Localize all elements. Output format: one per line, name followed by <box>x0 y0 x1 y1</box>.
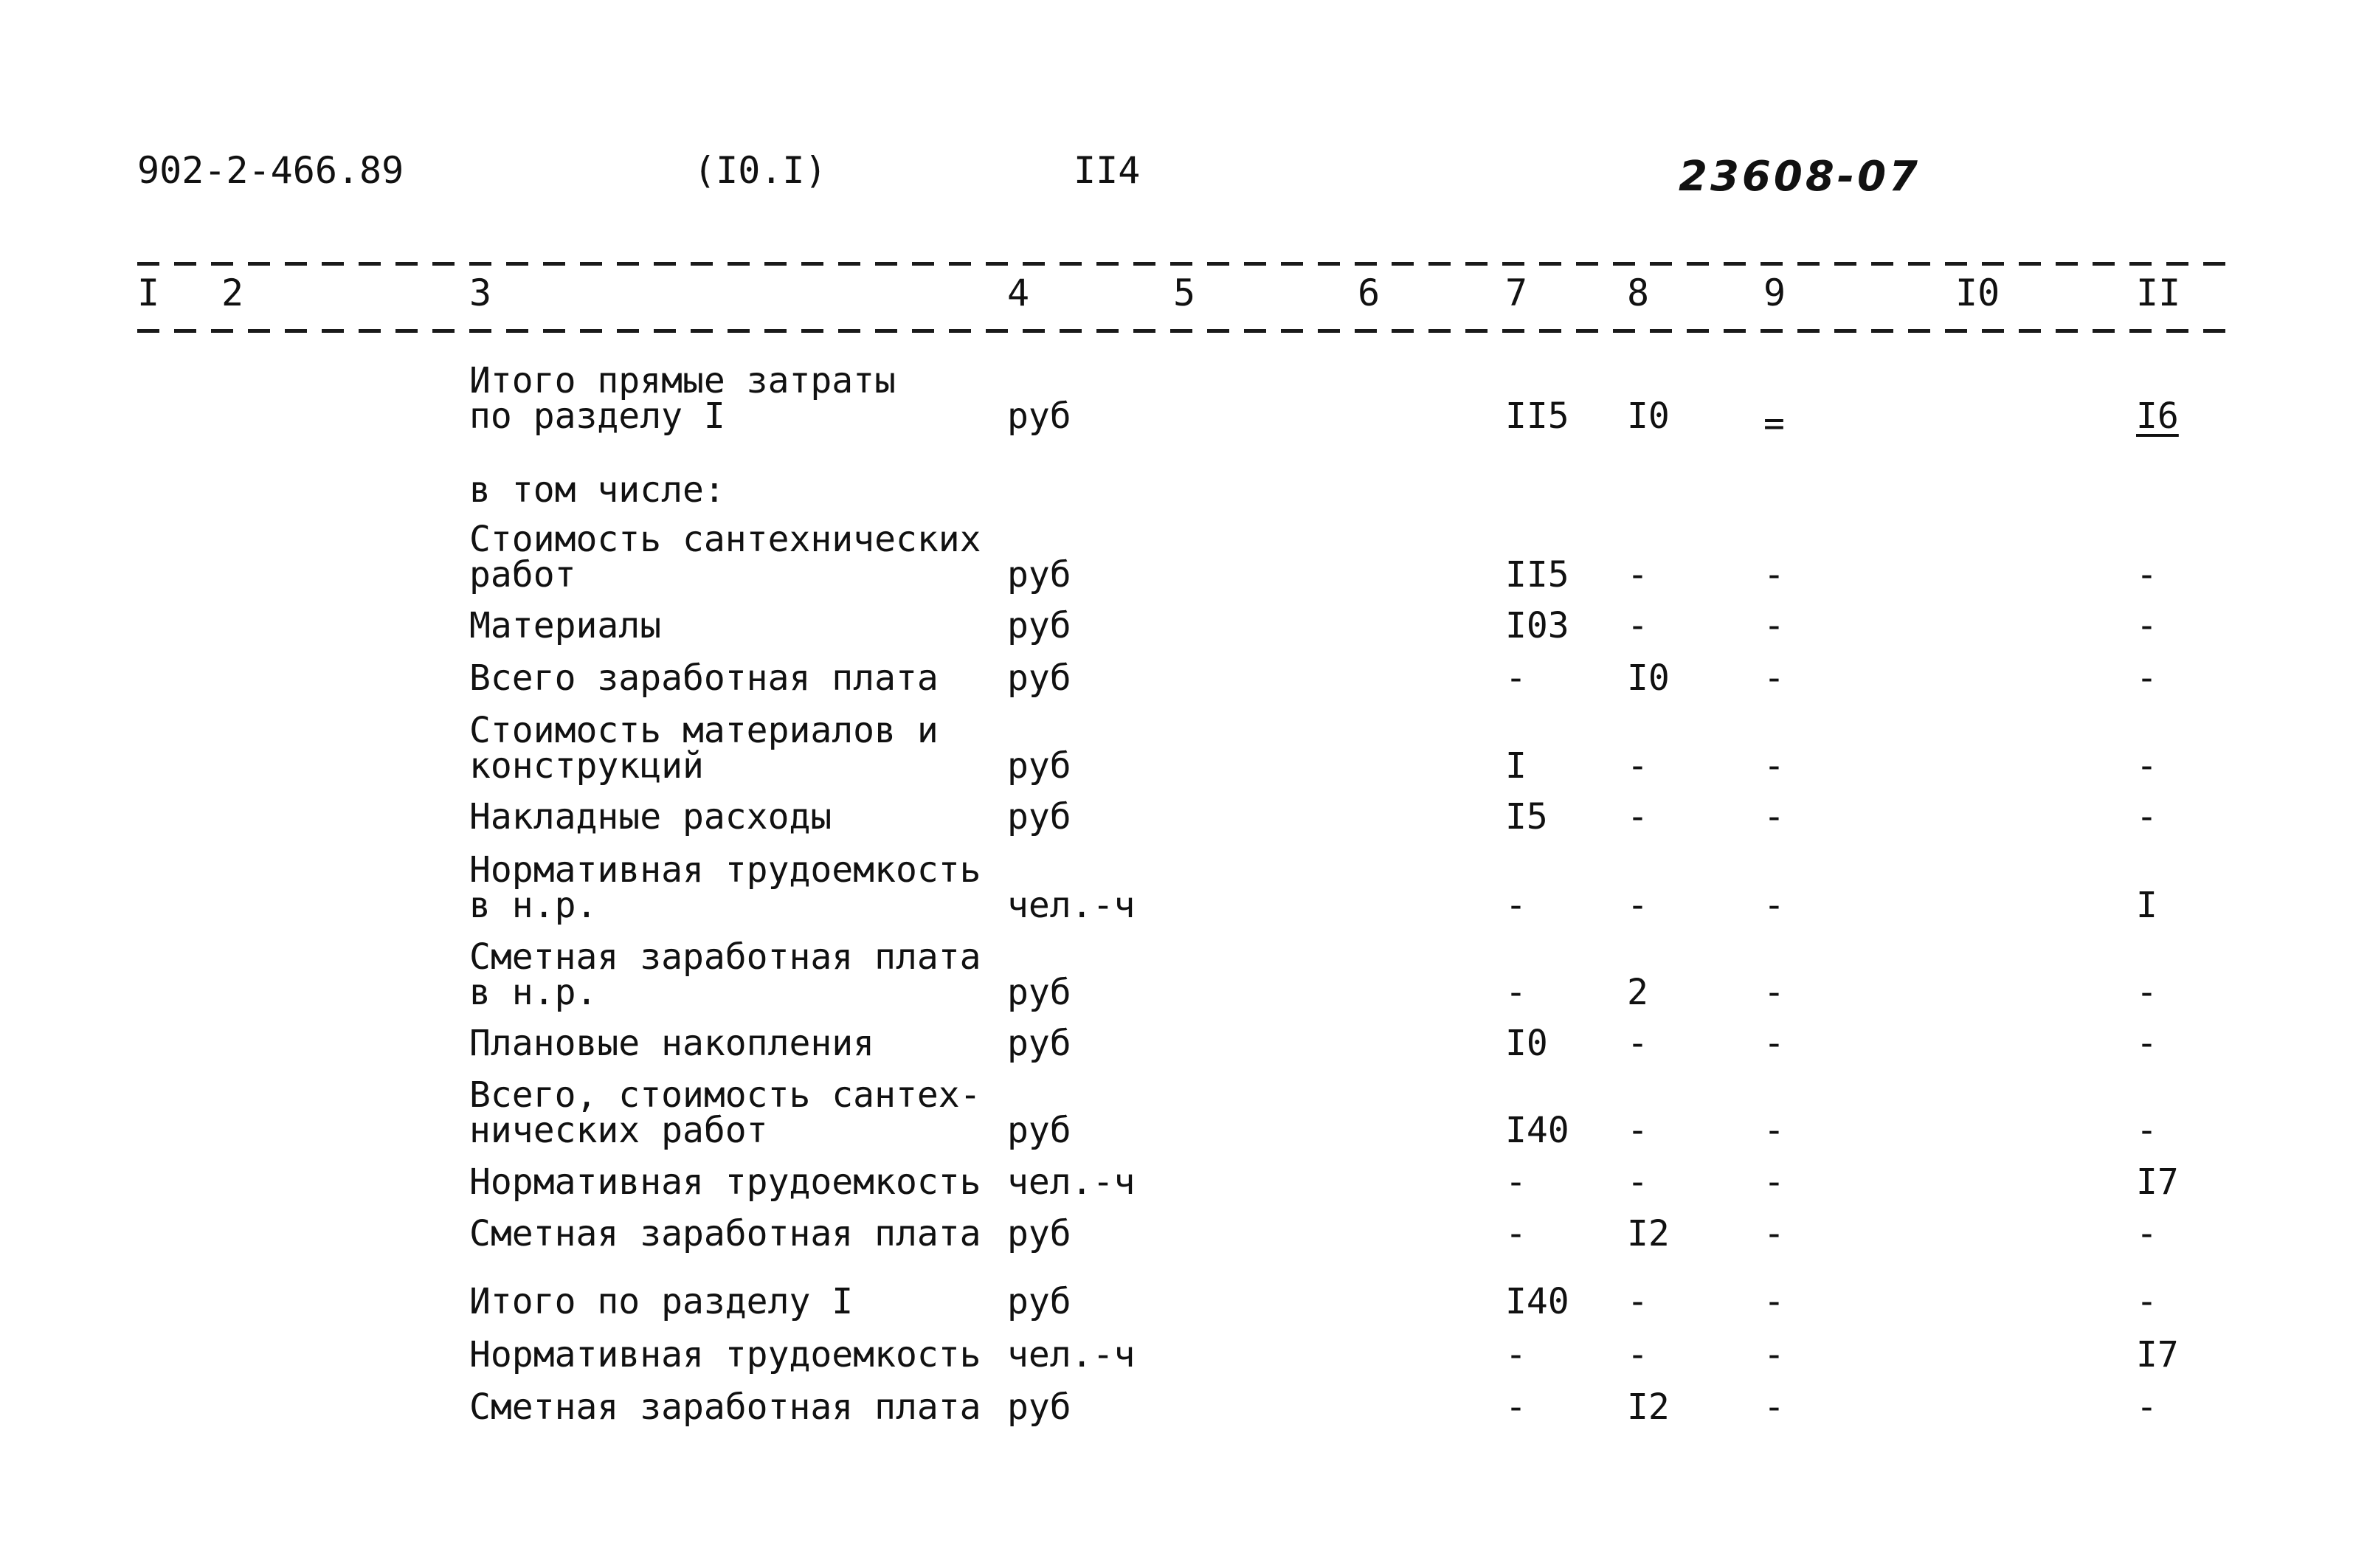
row-col11: - <box>2136 1386 2157 1428</box>
handwritten-inventory-number: 23608-07 <box>1679 153 1921 201</box>
row-col9: - <box>1763 1213 1785 1254</box>
row-description <box>469 1161 981 1203</box>
row-col8: - <box>1627 796 1648 837</box>
column-number-11: II <box>2136 272 2181 314</box>
row-unit: чел.-ч <box>1007 1334 1136 1375</box>
row-unit: руб <box>1007 1281 1071 1322</box>
row-description <box>469 1334 981 1375</box>
section-reference: (I0.I) <box>694 149 827 192</box>
row-description <box>469 849 981 926</box>
row-col8: - <box>1627 1334 1648 1375</box>
column-number-6: 6 <box>1358 272 1381 314</box>
row-col7: - <box>1505 1161 1527 1203</box>
description-line: Всего заработная плата <box>469 657 939 699</box>
row-col7: - <box>1505 1334 1527 1375</box>
description-line: Всего, стоимость сантех- <box>469 1074 981 1116</box>
row-col9: - <box>1763 1161 1785 1203</box>
column-number-10: I0 <box>1955 272 2000 314</box>
row-description <box>469 936 981 1013</box>
row-col9: - <box>1763 972 1785 1013</box>
row-col8: - <box>1627 1023 1648 1064</box>
row-unit: руб <box>1007 1110 1071 1151</box>
row-description <box>469 796 832 837</box>
description-line: Нормативная трудоемкость <box>469 1334 981 1375</box>
description-line: работ <box>469 554 576 595</box>
description-line: по разделу I <box>469 396 725 437</box>
row-unit: руб <box>1007 972 1071 1013</box>
row-col9: - <box>1763 745 1785 787</box>
row-col8: - <box>1627 1161 1648 1203</box>
row-col11: I7 <box>2136 1334 2179 1375</box>
row-col11: - <box>2136 745 2157 787</box>
description-line: Накладные расходы <box>469 796 832 837</box>
description-line: Итого прямые затраты <box>469 360 896 401</box>
row-col8: - <box>1627 1110 1648 1151</box>
description-line: Стоимость сантехнических <box>469 519 981 560</box>
row-col7: I40 <box>1505 1110 1569 1151</box>
column-number-9: 9 <box>1763 272 1786 314</box>
row-col9: - <box>1763 1386 1785 1428</box>
row-description <box>469 1386 981 1428</box>
column-number-8: 8 <box>1627 272 1650 314</box>
row-description <box>469 605 662 646</box>
description-line: Итого по разделу I <box>469 1281 854 1322</box>
row-col8: I0 <box>1627 396 1670 437</box>
row-col9: - <box>1763 885 1785 926</box>
column-number-2: 2 <box>221 272 244 314</box>
page-number: II4 <box>1074 149 1141 192</box>
column-header-bottom-rule <box>137 329 2225 333</box>
row-description <box>469 360 896 437</box>
row-col7: - <box>1505 885 1527 926</box>
row-col7: II5 <box>1505 396 1569 437</box>
row-col9: - <box>1763 1110 1785 1151</box>
description-line: Стоимость материалов и <box>469 710 939 751</box>
description-line: Сметная заработная плата <box>469 1213 981 1254</box>
row-description <box>469 1074 981 1151</box>
document-code: 902-2-466.89 <box>137 149 404 192</box>
row-description <box>469 710 939 787</box>
row-col11: - <box>2136 796 2157 837</box>
column-number-3: 3 <box>469 272 492 314</box>
row-unit: руб <box>1007 554 1071 595</box>
row-unit: руб <box>1007 1023 1071 1064</box>
row-col9: - <box>1763 1023 1785 1064</box>
row-unit: руб <box>1007 1386 1071 1428</box>
row-col11: I7 <box>2136 1161 2179 1203</box>
description-line: нических работ <box>469 1110 768 1151</box>
row-unit: руб <box>1007 745 1071 787</box>
row-description <box>469 469 725 511</box>
column-number-4: 4 <box>1007 272 1030 314</box>
row-unit: руб <box>1007 657 1071 699</box>
description-line: Сметная заработная плата <box>469 936 981 978</box>
row-description <box>469 1213 981 1254</box>
row-col9: - <box>1763 554 1785 595</box>
row-col11: I <box>2136 885 2157 926</box>
row-col8: I2 <box>1627 1386 1670 1428</box>
row-col7: - <box>1505 657 1527 699</box>
row-col11: - <box>2136 554 2157 595</box>
row-col8: - <box>1627 605 1648 646</box>
row-col11: - <box>2136 1213 2157 1254</box>
row-col11: - <box>2136 605 2157 646</box>
row-col11: I6 <box>2136 396 2179 437</box>
row-col9: - <box>1763 605 1785 646</box>
row-col7: I03 <box>1505 605 1569 646</box>
row-col11: - <box>2136 1110 2157 1151</box>
row-col7: II5 <box>1505 554 1569 595</box>
description-line: в том числе: <box>469 469 725 511</box>
row-unit: руб <box>1007 796 1071 837</box>
row-col7: - <box>1505 1213 1527 1254</box>
row-unit: чел.-ч <box>1007 1161 1136 1203</box>
column-number-7: 7 <box>1505 272 1528 314</box>
row-col7: I40 <box>1505 1281 1569 1322</box>
row-unit: руб <box>1007 396 1071 437</box>
row-col8: - <box>1627 1281 1648 1322</box>
row-col8: - <box>1627 554 1648 595</box>
row-col8: I2 <box>1627 1213 1670 1254</box>
row-unit: чел.-ч <box>1007 885 1136 926</box>
row-unit: руб <box>1007 605 1071 646</box>
row-col9: - <box>1763 796 1785 837</box>
description-line: Нормативная трудоемкость <box>469 1161 981 1203</box>
description-line: Нормативная трудоемкость <box>469 849 981 891</box>
description-line: Сметная заработная плата <box>469 1386 981 1428</box>
row-description <box>469 1281 854 1322</box>
row-description <box>469 519 981 595</box>
description-line: Материалы <box>469 605 662 646</box>
row-col9: - <box>1763 1334 1785 1375</box>
row-col11: - <box>2136 1023 2157 1064</box>
row-col7: I0 <box>1505 1023 1548 1064</box>
row-col7: I <box>1505 745 1527 787</box>
row-col8: 2 <box>1627 972 1648 1013</box>
row-col7: I5 <box>1505 796 1548 837</box>
row-col11: - <box>2136 1281 2157 1322</box>
row-description <box>469 1023 875 1064</box>
column-header-top-rule <box>137 262 2225 266</box>
row-col8: - <box>1627 885 1648 926</box>
row-col9: - <box>1763 1281 1785 1322</box>
column-number-1: I <box>137 272 160 314</box>
row-description <box>469 657 939 699</box>
description-line: Плановые накопления <box>469 1023 875 1064</box>
description-line: в н.р. <box>469 885 598 926</box>
row-col7: - <box>1505 1386 1527 1428</box>
row-col11: - <box>2136 657 2157 699</box>
row-col9: - <box>1763 657 1785 699</box>
description-line: конструкций <box>469 745 704 787</box>
row-col7: - <box>1505 972 1527 1013</box>
column-number-5: 5 <box>1173 272 1196 314</box>
row-unit: руб <box>1007 1213 1071 1254</box>
description-line: в н.р. <box>469 972 598 1013</box>
row-col8: I0 <box>1627 657 1670 699</box>
row-col9: = <box>1763 403 1785 444</box>
row-col11: - <box>2136 972 2157 1013</box>
row-col8: - <box>1627 745 1648 787</box>
